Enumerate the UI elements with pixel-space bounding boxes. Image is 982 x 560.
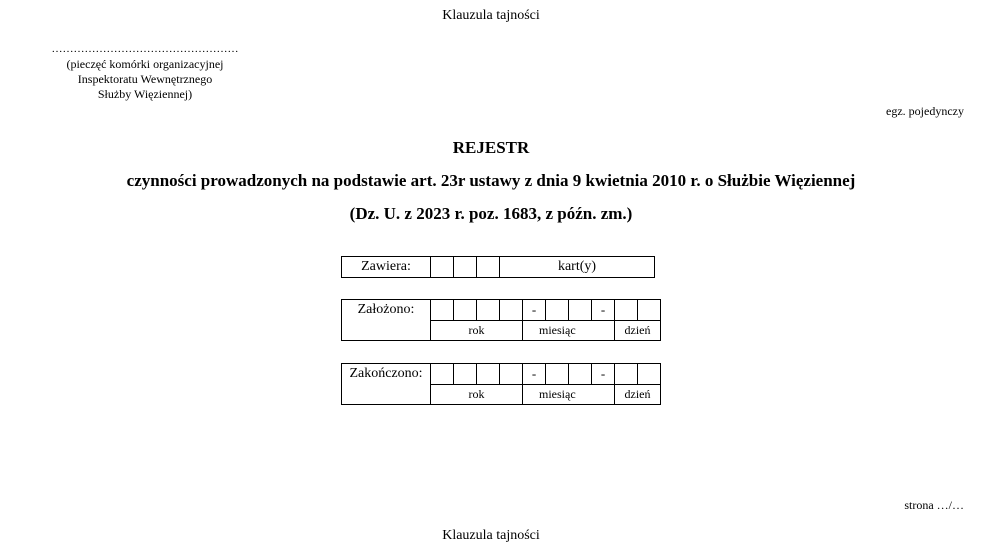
count-box[interactable] (477, 257, 500, 278)
copy-note: egz. pojedynczy (886, 104, 964, 118)
page-number: strona …/… (904, 498, 964, 512)
year-digit-box[interactable] (431, 300, 454, 321)
date-separator: - (523, 300, 546, 321)
year-digit-box[interactable] (431, 364, 454, 385)
stamp-line-1: (pieczęć komórki organizacyjnej (66, 57, 224, 71)
legal-reference: (Dz. U. z 2023 r. poz. 1683, z późn. zm.) (349, 204, 633, 223)
day-digit-box[interactable] (638, 364, 661, 385)
classification-footer: Klauzula tajności (442, 528, 540, 543)
stamp-line-2: Inspektoratu Wewnętrznego (77, 72, 213, 86)
ended-date-table (341, 363, 661, 405)
year-digit-box[interactable] (500, 364, 523, 385)
month-digit-box[interactable] (546, 300, 569, 321)
count-box[interactable] (431, 257, 454, 278)
day-caption: dzień (615, 321, 661, 341)
year-digit-box[interactable] (500, 300, 523, 321)
started-date-table (341, 299, 661, 341)
sheets-unit: kart(y) (500, 257, 655, 278)
year-digit-box[interactable] (454, 300, 477, 321)
count-box[interactable] (454, 257, 477, 278)
document-title: REJESTR (452, 138, 530, 157)
year-caption: rok (431, 321, 523, 341)
contains-table (341, 256, 655, 278)
date-separator: - (592, 300, 615, 321)
date-separator: - (523, 364, 546, 385)
started-label: Założono: (342, 300, 431, 341)
year-digit-box[interactable] (454, 364, 477, 385)
month-caption: miesiąc (523, 385, 615, 405)
year-caption: rok (431, 385, 523, 405)
day-digit-box[interactable] (615, 300, 638, 321)
day-caption: dzień (615, 385, 661, 405)
year-digit-box[interactable] (477, 364, 500, 385)
date-separator: - (592, 364, 615, 385)
day-digit-box[interactable] (615, 364, 638, 385)
month-digit-box[interactable] (546, 364, 569, 385)
month-digit-box[interactable] (569, 300, 592, 321)
month-caption: miesiąc (523, 321, 615, 341)
year-digit-box[interactable] (477, 300, 500, 321)
classification-header: Klauzula tajności (442, 8, 540, 23)
stamp-dots: …………………………………………… (51, 43, 239, 55)
document-subtitle: czynności prowadzonych na podstawie art. 23r ustawy z dnia 9 kwietnia 2010 r. o Służbie Więziennej (126, 171, 856, 190)
organization-stamp (20, 42, 270, 102)
stamp-line-3: Służby Więziennej) (97, 87, 193, 101)
contains-label: Zawiera: (342, 257, 431, 278)
day-digit-box[interactable] (638, 300, 661, 321)
ended-label: Zakończono: (342, 364, 431, 405)
month-digit-box[interactable] (569, 364, 592, 385)
